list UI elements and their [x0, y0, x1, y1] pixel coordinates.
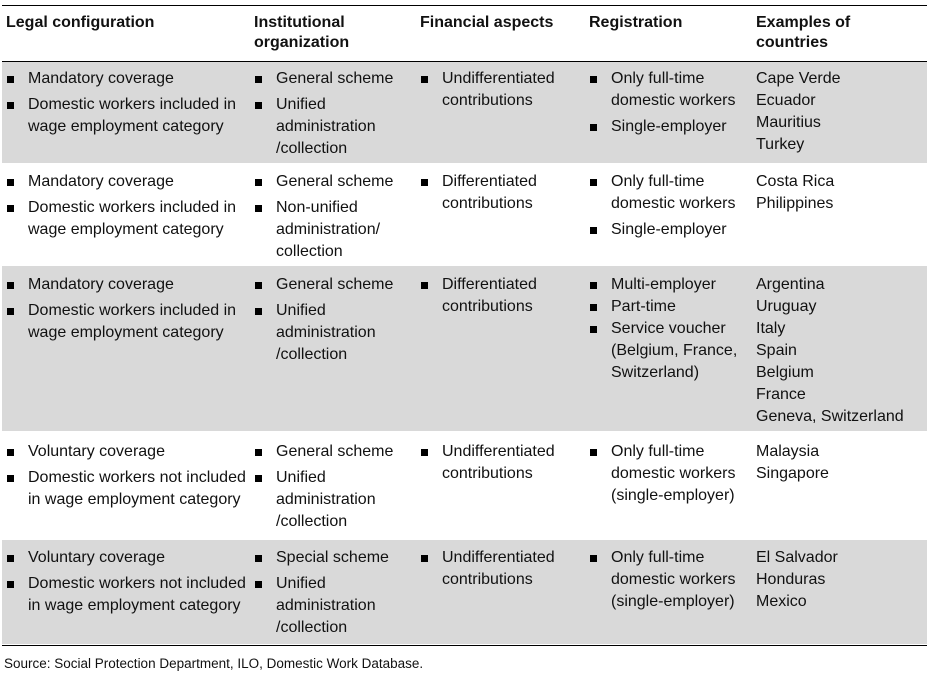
- country: Belgium: [756, 364, 814, 381]
- list-item: Unified administration /collection: [254, 300, 414, 366]
- list-item: Multi-employer: [589, 274, 751, 296]
- country: Malaysia: [756, 443, 820, 460]
- countries-cell: [756, 68, 926, 156]
- registration-cell: [589, 441, 751, 511]
- list-item: Unified administration /collection: [254, 94, 414, 160]
- country: Geneva, Switzerland: [756, 408, 904, 425]
- registration-cell: [589, 171, 751, 245]
- list-item: Undifferentiated contributions: [420, 68, 582, 112]
- bottom-rule: [2, 645, 927, 646]
- countries-cell: [756, 547, 926, 613]
- list-item: Differentiated contributions: [420, 274, 582, 318]
- countries-cell: [756, 274, 926, 428]
- table-row: [2, 62, 927, 163]
- financial-cell: [420, 171, 582, 219]
- list-item: Undifferentiated contributions: [420, 441, 582, 485]
- countries-cell: [756, 171, 926, 215]
- country: Honduras: [756, 571, 826, 588]
- list-item: Unified administration /collection: [254, 573, 414, 639]
- legal-cell: [6, 547, 246, 621]
- country: Mexico: [756, 593, 807, 610]
- country: Mauritius: [756, 114, 821, 131]
- registration-cell: [589, 68, 751, 142]
- list-item: Single-employer: [589, 219, 751, 241]
- list-item: General scheme: [254, 171, 414, 193]
- country: El Salvador: [756, 549, 838, 566]
- institutional-cell: [254, 441, 414, 537]
- country: Ecuador: [756, 92, 816, 109]
- list-item: Only full-time domestic workers (single-employer): [589, 547, 751, 613]
- financial-cell: [420, 441, 582, 489]
- list-item: General scheme: [254, 274, 414, 296]
- header-registration: Registration: [589, 14, 683, 31]
- country: Singapore: [756, 465, 829, 482]
- institutional-cell: [254, 547, 414, 643]
- header-financial: Financial aspects: [420, 14, 554, 31]
- country: Italy: [756, 320, 786, 337]
- source-note: Source: Social Protection Department, ILO, Domestic Work Database.: [4, 656, 424, 671]
- list-item: Unified administration /collection: [254, 467, 414, 533]
- top-rule: [2, 5, 927, 6]
- financial-cell: [420, 68, 582, 116]
- country: Uruguay: [756, 298, 817, 315]
- list-item: Voluntary coverage: [6, 547, 246, 569]
- institutional-cell: [254, 68, 414, 164]
- table-row: [2, 540, 927, 644]
- country: Argentina: [756, 276, 825, 293]
- list-item: Only full-time domestic workers (single-employer): [589, 441, 751, 507]
- registration-cell: [589, 274, 751, 384]
- country: Turkey: [756, 136, 805, 153]
- financial-cell: [420, 547, 582, 595]
- table-row: [2, 163, 927, 266]
- list-item: Only full-time domestic workers: [589, 171, 751, 215]
- list-item: Only full-time domestic workers: [589, 68, 751, 112]
- list-item: Mandatory coverage: [6, 274, 246, 296]
- list-item: Service voucher (Belgium, France, Switzerland): [589, 318, 751, 384]
- list-item: Domestic workers not included in wage employment category: [6, 573, 246, 617]
- institutional-cell: [254, 171, 414, 267]
- list-item: Part-time: [589, 296, 751, 318]
- list-item: Mandatory coverage: [6, 68, 246, 90]
- country: France: [756, 386, 806, 403]
- list-item: Differentiated contributions: [420, 171, 582, 215]
- header-row: [2, 13, 927, 59]
- list-item: Domestic workers included in wage employment category: [6, 94, 246, 138]
- table-row: [2, 431, 927, 540]
- country: Spain: [756, 342, 797, 359]
- list-item: Voluntary coverage: [6, 441, 246, 463]
- header-institutional: Institutional organization: [254, 14, 350, 51]
- list-item: Domestic workers included in wage employment category: [6, 300, 246, 344]
- table-row: [2, 266, 927, 431]
- list-item: Non-unified administration/ collection: [254, 197, 414, 263]
- list-item: Mandatory coverage: [6, 171, 246, 193]
- countries-cell: [756, 441, 926, 485]
- legal-cell: [6, 171, 246, 245]
- country: Cape Verde: [756, 70, 841, 87]
- list-item: General scheme: [254, 441, 414, 463]
- institutional-cell: [254, 274, 414, 370]
- financial-cell: [420, 274, 582, 322]
- legal-cell: [6, 274, 246, 348]
- legal-cell: [6, 68, 246, 142]
- legal-cell: [6, 441, 246, 515]
- list-item: Domestic workers included in wage employment category: [6, 197, 246, 241]
- country: Costa Rica: [756, 173, 835, 190]
- header-legal: Legal configuration: [6, 14, 155, 31]
- registration-cell: [589, 547, 751, 617]
- list-item: General scheme: [254, 68, 414, 90]
- list-item: Undifferentiated contributions: [420, 547, 582, 591]
- list-item: Single-employer: [589, 116, 751, 138]
- list-item: Domestic workers not included in wage employment category: [6, 467, 246, 511]
- header-countries: Examples of countries: [756, 14, 851, 51]
- country: Philippines: [756, 195, 834, 212]
- list-item: Special scheme: [254, 547, 414, 569]
